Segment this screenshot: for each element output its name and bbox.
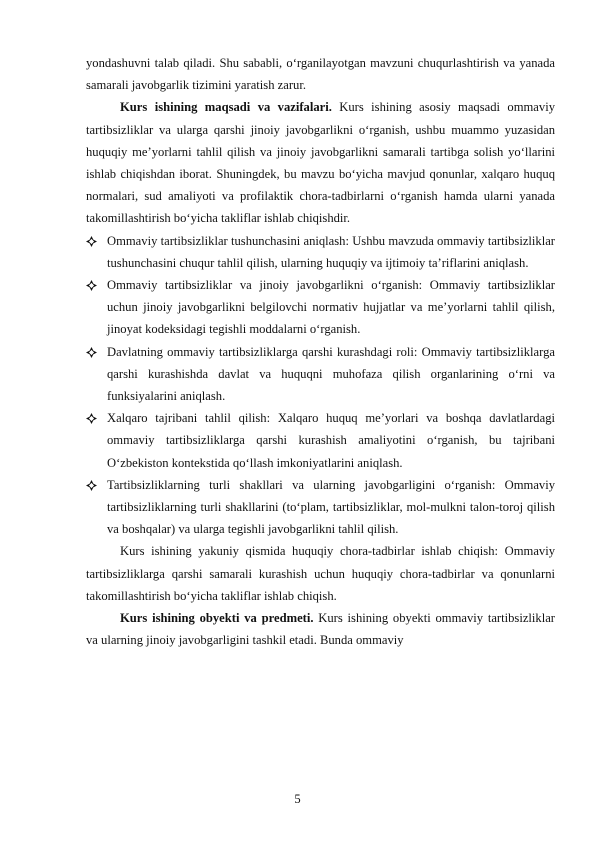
diamond-bullet-icon [86,480,97,491]
paragraph-object [86,607,555,651]
list-item-text: Ommaviy tartibsizliklar tushunchasini aniqlash: Ushbu mavzuda ommaviy tartibsizliklar tushunchasini chuqur tahlil qilish, ularning huquqiy va ijtimoiy ta’riflarini aniqlash. [107,233,555,270]
list-item [86,230,555,274]
paragraph-goals [86,96,555,229]
list-item-text: Xalqaro tajribani tahlil qilish: Xalqaro huquq me’yorlari va boshqa davlatlardagi ommaviy tartibsizliklarga qarshi kurashish amaliyotini o‘rganish, bu tajribani O‘zbekiston kontekstida qo‘llash imkoniyatlarini aniqlash. [107,411,555,470]
list-item [86,274,555,341]
paragraph-object-body: Kurs ishining obyekti ommaviy tartibsizliklar va ularning jinoiy javobgarligini tashkil etadi. Bunda ommaviy [86,611,555,648]
tasks-list [86,230,555,541]
paragraph-final: Kurs ishining yakuniy qismida huquqiy chora-tadbirlar ishlab chiqish: Ommaviy tartibsizliklarga qarshi samarali kurashish uchun huquqiy chora-tadbirlar va qonunlarni takomillashtirish bo‘yicha takliflar ishlab chiqish. [86,544,555,603]
section-heading-object: Kurs ishining obyekti va predmeti. [120,611,314,626]
list-item-text: Davlatning ommaviy tartibsizliklarga qarshi kurashdagi roli: Ommaviy tartibsizliklarga qarshi kurashishda davlat va huquqni muhofaza qilish organlarining o‘rni va funksiyalarini aniqlash. [107,344,555,404]
list-item-text: Tartibsizliklarning turli shakllari va ularning javobgarligini o‘rganish: Ommaviy tartibsizliklarning turli shakllarini (to‘plam, tartibsizliklar, mol-mulkni talon-toroj qilish va boshqalar) va ularga tegishli javobgarlikni tahlil qilish. [107,477,555,537]
diamond-bullet-icon [86,413,97,424]
section-heading-goals: Kurs ishining maqsadi va vazifalari. [120,100,332,115]
list-item [86,341,555,408]
diamond-bullet-icon [86,236,97,247]
diamond-bullet-icon [86,347,97,358]
page-number: 5 [294,792,301,806]
diamond-bullet-icon [86,280,97,291]
body-text [86,52,555,651]
list-item [86,407,555,474]
paragraph-intro: yondashuvni talab qiladi. Shu sababli, o‘rganilayotgan mavzuni chuqurlashtirish va yanada samarali javobgarlik tizimini yaratish zarur. [86,56,555,93]
list-item-text: Ommaviy tartibsizliklar va jinoiy javobgarlikni o‘rganish: Ommaviy tartibsizliklar uchun jinoiy javobgarlikni belgilovchi normativ hujjatlar va me’yorlarni tahlil qilish, jinoyat kodeksidagi tegishli moddalarni o‘rganish. [107,278,555,337]
paragraph-goals-body: Kurs ishining asosiy maqsadi ommaviy tartibsizliklar va ularga qarshi jinoiy javobgarlikni o‘rganish, ushbu muammo yuzasidan huquqiy me’yorlarni tahlil qilish va jinoiy javobgarlikni samarali tartibga solish yo‘llarini ishlab chiqishdan iborat. Shuningdek, bu mavzu bo‘yicha mavjud qonunlar, xalqaro huquq normalari, sud amaliyoti va profilaktik chora-tadbirlarni o‘rganish hamda ularni yanada takomillashtirish bo‘yicha takliflar ishlab chiqishdir. [86,100,555,226]
list-item [86,474,555,541]
